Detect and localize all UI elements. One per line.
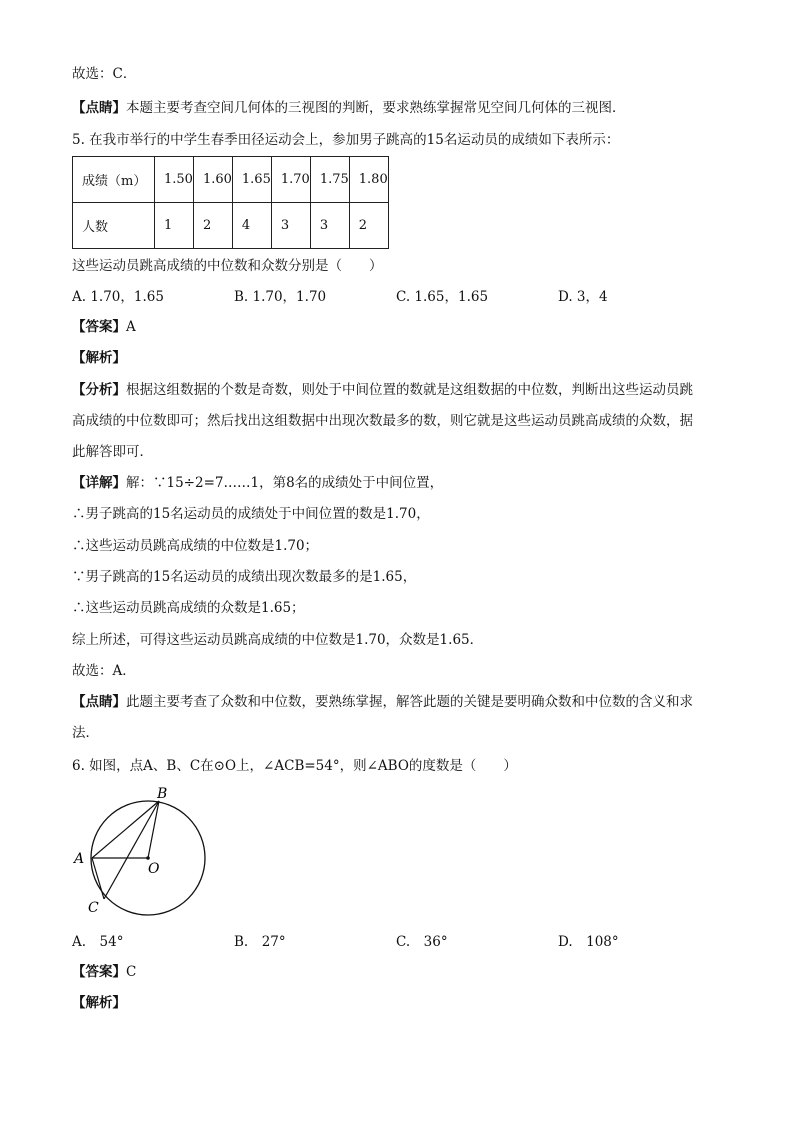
fenxi-text: 根据这组数据的个数是奇数，则处于中间位置的数就是这组数据的中位数，判断出这些运动员跳 — [126, 382, 693, 398]
q5-choose: 故选：A． — [72, 663, 136, 679]
q5-option-b: B. 1.70，1.70 — [234, 289, 327, 305]
answer-tag: 【答案】 — [72, 319, 126, 335]
answer-tag: 【答案】 — [72, 964, 126, 980]
comment-text: 此题主要考查了众数和中位数，要熟练掌握，解答此题的关键是要明确众数和中位数的含义和求 — [126, 694, 693, 710]
table-row — [73, 203, 389, 249]
segment-ac — [92, 858, 104, 899]
comment-text: 本题主要考查空间几何体的三视图的判断，要求熟练掌握常见空间几何体的三视图． — [126, 100, 626, 116]
table-cell: 2 — [193, 203, 232, 249]
table-cell: 3 — [271, 203, 310, 249]
table-cell: 1 — [155, 203, 194, 249]
q5-option-c: C. 1.65，1.65 — [396, 289, 489, 305]
q5-detail-line-4: ∵男子跳高的15名运动员的成绩出现次数最多的是1.65， — [72, 569, 417, 585]
answer-value: A — [126, 319, 136, 335]
table-cell: 1.60 — [193, 157, 232, 203]
score-table — [72, 156, 389, 249]
q5-stem: 5. 在我市举行的中学生春季田径运动会上，参加男子跳高的15名运动员的成绩如下表所示： — [72, 132, 620, 148]
q5-detail-line-6: 综上所述，可得这些运动员跳高成绩的中位数是1.70，众数是1.65． — [72, 632, 484, 648]
q5-detail-line-3: ∴这些运动员跳高成绩的中位数是1.70； — [72, 538, 319, 554]
answer-line: 故选：C． — [72, 66, 137, 82]
fenxi-tag: 【分析】 — [72, 382, 126, 398]
center-point — [146, 856, 150, 860]
q5-option-a: A. 1.70，1.65 — [72, 289, 164, 305]
label-o: O — [148, 861, 160, 877]
q6-answer — [72, 962, 136, 982]
q5-question: 这些运动员跳高成绩的中位数和众数分别是（ ） — [72, 258, 383, 274]
detail-text: 解：∵15÷2=7……1，第8名的成绩处于中间位置， — [126, 475, 444, 491]
q5-option-d: D. 3，4 — [558, 289, 608, 305]
q5-detail-line-1 — [72, 473, 443, 493]
table-cell: 1.75 — [310, 157, 349, 203]
q5-comment-line-2: 法． — [72, 725, 99, 741]
table-cell: 1.80 — [349, 157, 388, 203]
q6-option-c: C. 36° — [396, 934, 448, 950]
circle-figure — [68, 782, 218, 922]
q5-fenxi-line-2: 高成绩的中位数即可；然后找出这组数据中出现次数最多的数，则它就是这些运动员跳高成绩的众数，据 — [72, 413, 693, 429]
table-cell: 1.65 — [232, 157, 271, 203]
q5-fenxi-line-3: 此解答即可． — [72, 444, 153, 460]
q5-comment-line-1 — [72, 692, 693, 712]
detail-tag: 【详解】 — [72, 475, 126, 491]
table-cell: 4 — [232, 203, 271, 249]
q5-analysis-tag: 【解析】 — [72, 350, 126, 366]
q6-option-d: D. 108° — [558, 934, 619, 950]
q5-detail-line-2: ∴男子跳高的15名运动员的成绩处于中间位置的数是1.70， — [72, 506, 430, 522]
segment-ab — [92, 801, 159, 858]
q5-fenxi-line-1 — [72, 380, 693, 400]
q6-analysis-tag: 【解析】 — [72, 995, 126, 1011]
table-cell: 2 — [349, 203, 388, 249]
label-a: A — [74, 851, 85, 867]
table-header-cell: 成绩（m） — [73, 157, 155, 203]
label-c: C — [88, 900, 99, 916]
q5-detail-line-5: ∴这些运动员跳高成绩的众数是1.65； — [72, 600, 305, 616]
comment-paragraph — [72, 98, 626, 118]
comment-tag: 【点睛】 — [72, 100, 126, 116]
table-cell: 3 — [310, 203, 349, 249]
segment-bc — [104, 801, 159, 899]
label-b: B — [157, 786, 168, 802]
q6-option-a: A. 54° — [72, 934, 124, 950]
table-cell: 1.70 — [271, 157, 310, 203]
comment-tag: 【点睛】 — [72, 694, 126, 710]
table-header-cell: 人数 — [73, 203, 155, 249]
table-row — [73, 157, 389, 203]
q5-answer — [72, 317, 136, 337]
answer-value: C — [126, 964, 137, 980]
q6-stem: 6. 如图，点A、B、C在⊙O上，∠ACB=54°，则∠ABO的度数是（ ） — [72, 758, 517, 774]
table-cell: 1.50 — [155, 157, 194, 203]
q6-option-b: B. 27° — [234, 934, 286, 950]
